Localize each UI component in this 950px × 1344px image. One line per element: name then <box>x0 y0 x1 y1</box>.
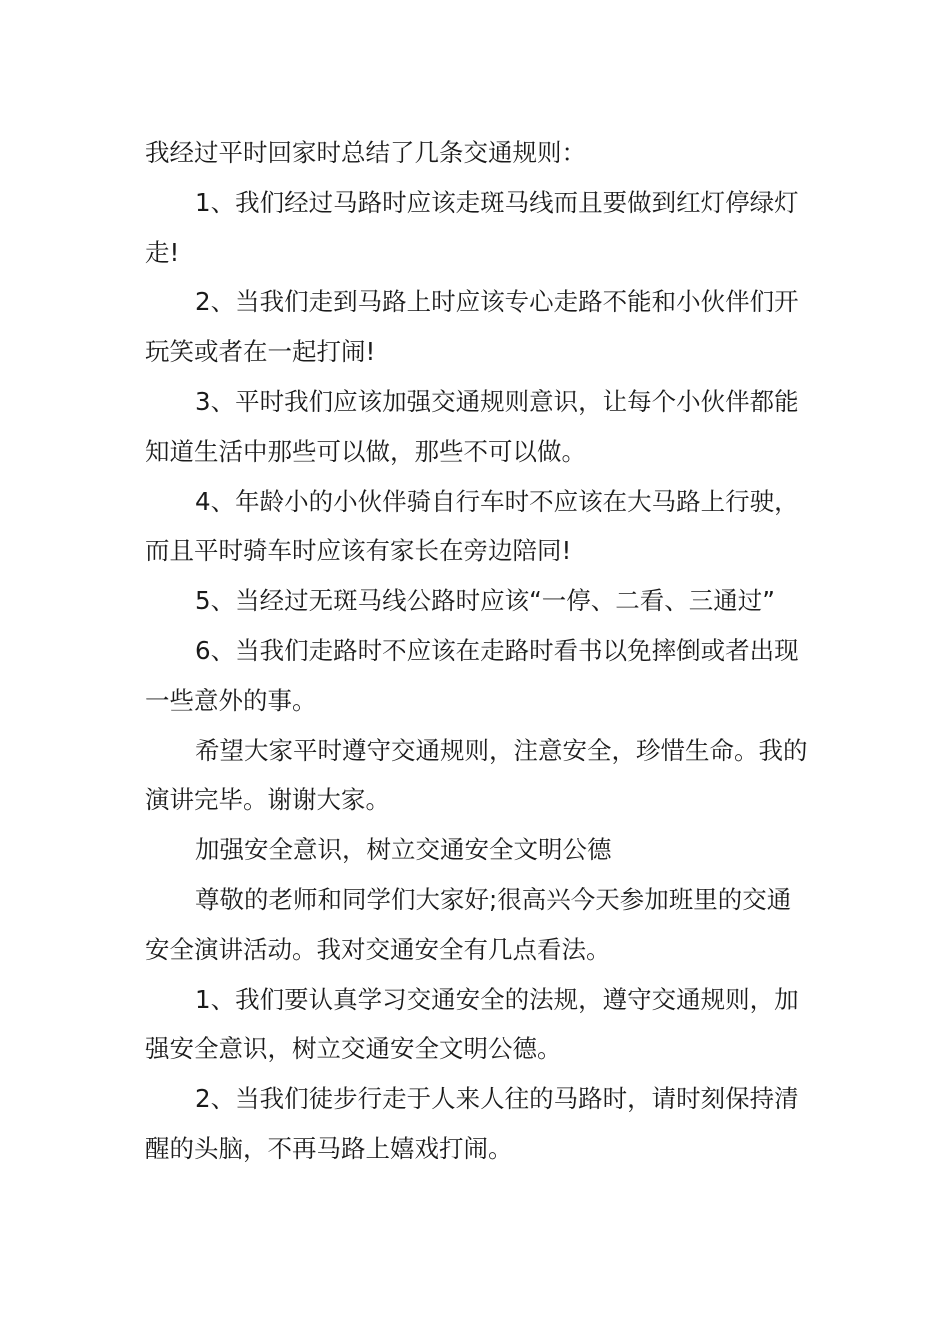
document-body <box>145 128 815 1174</box>
paragraph-intro: 我经过平时回家时总结了几条交通规则： <box>145 138 586 167</box>
paragraph-closing: 希望大家平时遵守交通规则，注意安全，珍惜生命。我的演讲完毕。谢谢大家。 <box>145 735 808 815</box>
paragraph-rule-3: 3、平时我们应该加强交通规则意识，让每个小伙伴都能知道生活中那些可以做，那些不可以做。 <box>145 386 799 466</box>
paragraph-rule-4: 4、年龄小的小伙伴骑自行车时不应该在大马路上行驶，而且平时骑车时应该有家长在旁边陪同! <box>145 486 799 566</box>
section-heading: 加强安全意识，树立交通安全文明公德 <box>195 835 612 865</box>
paragraph-rule-1: 1、我们经过马路时应该走斑马线而且要做到红灯停绿灯走! <box>145 187 799 267</box>
paragraph-point-1: 1、我们要认真学习交通安全的法规，遵守交通规则，加强安全意识，树立交通安全文明公德。 <box>145 984 799 1064</box>
paragraph-rule-2: 2、当我们走到马路上时应该专心走路不能和小伙伴们开玩笑或者在一起打闹! <box>145 287 799 367</box>
paragraph-rule-6: 6、当我们走路时不应该在走路时看书以免摔倒或者出现一些意外的事。 <box>145 635 799 715</box>
paragraph-rule-5: 5、当经过无斑马线公路时应该“一停、二看、三通过” <box>195 586 775 616</box>
paragraph-greeting: 尊敬的老师和同学们大家好;很高兴今天参加班里的交通安全演讲活动。我对交通安全有几点看法。 <box>145 884 792 964</box>
paragraph-point-2: 2、当我们徒步行走于人来人往的马路时，请时刻保持清醒的头脑，不再马路上嬉戏打闹。 <box>145 1084 799 1163</box>
